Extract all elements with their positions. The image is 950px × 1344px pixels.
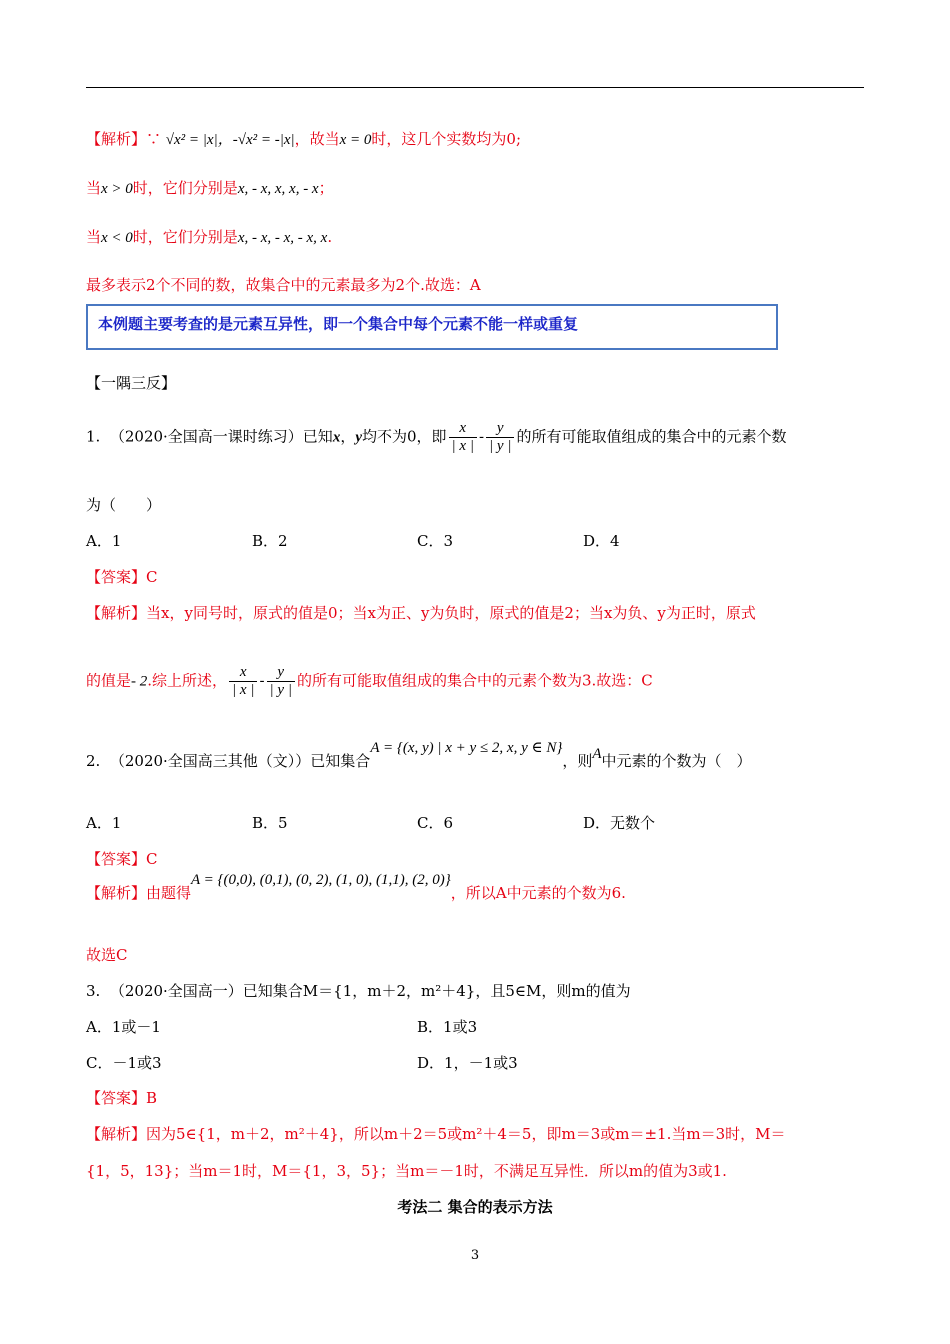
- explanation-line-4: 最多表示2个不同的数，故集合中的元素最多为2个.故选：A: [86, 276, 481, 294]
- q1-option-d: D．4: [583, 532, 620, 550]
- set-a-definition: A = {(x, y) | x + y ≤ 2, x, y ∈ N}: [370, 740, 563, 756]
- explanation-line-2: 当x > 0时，它们分别是x, - x, x, x, - x；: [86, 179, 334, 197]
- q3-analysis-line-1: 【解析】因为5∈{1，m＋2，m²＋4}，所以m＋2＝5或m²＋4＝5，即m＝3或m＝±1.当m＝3时，M＝: [86, 1125, 786, 1143]
- q3-option-c: C．－1或3: [86, 1054, 162, 1072]
- question-3: 3. （2020·全国高一）已知集合M＝{1，m＋2，m²＋4}，且5∈M，则m的值为: [86, 982, 631, 1000]
- q1-option-c: C．3: [417, 532, 454, 550]
- q1-analysis-line-1: 【解析】当x，y同号时，原式的值是0；当x为正、y为负时，原式的值是2；当x为负、y为正时，原式: [86, 604, 756, 622]
- q1-option-a: A．1: [86, 532, 122, 550]
- q1-answer: 【答案】C: [86, 568, 158, 586]
- q1-analysis-line-2: 的值是- 2.综上所述， $\frac{x}{| x |}$ - $\frac{y}{| y |}$ 的所有可能取值组成的集合中的元素个数为3.故选：C: [86, 664, 653, 698]
- q2-analysis: 【解析】由题得A = {(0,0), (0,1), (0, 2), (1, 0), (1,1), (2, 0)}，所以A中元素的个数为6.: [86, 872, 626, 902]
- question-1: 1. （2020·全国高一课时练习）已知x，y均不为0，即 $\frac{x}{| x |}$ - $\frac{y}{| y |}$ 的所有可能取值组成的集合中的元素个数: [86, 420, 787, 454]
- top-rule: [86, 87, 864, 88]
- explanation-line-3: 当x < 0时，它们分别是x, - x, - x, - x, x.: [86, 228, 333, 246]
- q3-option-b: B．1或3: [417, 1018, 478, 1036]
- q2-option-a: A．1: [86, 814, 122, 832]
- section-heading: 【一隅三反】: [86, 374, 177, 392]
- q3-option-d: D．1，－1或3: [417, 1054, 518, 1072]
- q2-analysis-line-2: 故选C: [86, 946, 128, 964]
- note-text: 本例题主要考查的是元素互异性，即一个集合中每个元素不能一样或重复: [98, 315, 579, 333]
- q3-option-a: A．1或－1: [86, 1018, 161, 1036]
- explanation-line-1: 【解析】∵ √x² = |x|，-√x² = -|x|，故当x = 0时，这几个实数均为0;: [86, 130, 522, 148]
- q2-option-b: B．5: [252, 814, 288, 832]
- q1-option-b: B．2: [252, 532, 288, 550]
- section-2-title: 考法二 集合的表示方法: [397, 1198, 553, 1216]
- abs-value-formula: √x² = |x|，-√x² = -|x|: [165, 132, 295, 148]
- q2-answer: 【答案】C: [86, 850, 158, 868]
- q3-analysis-line-2: {1，5，13}；当m＝1时，M＝{1，3，5}；当m＝－1时，不满足互异性．所以m的值为3或1.: [86, 1162, 727, 1180]
- fraction-y: $\frac{y}{| y |}$: [486, 420, 514, 455]
- fraction-x: $\frac{x}{| x |}$: [449, 420, 477, 455]
- q2-option-d: D．无数个: [583, 814, 656, 832]
- question-2: 2. （2020·全国高三其他（文））已知集合A = {(x, y) | x + y ≤ 2, x, y ∈ N}，则A中元素的个数为（ ）: [86, 740, 752, 770]
- question-1-line-2: 为（ ）: [86, 496, 162, 514]
- page-number: 3: [470, 1248, 480, 1263]
- explanation-tag: 【解析】: [86, 130, 147, 148]
- q2-option-c: C．6: [417, 814, 454, 832]
- q3-answer: 【答案】B: [86, 1089, 158, 1107]
